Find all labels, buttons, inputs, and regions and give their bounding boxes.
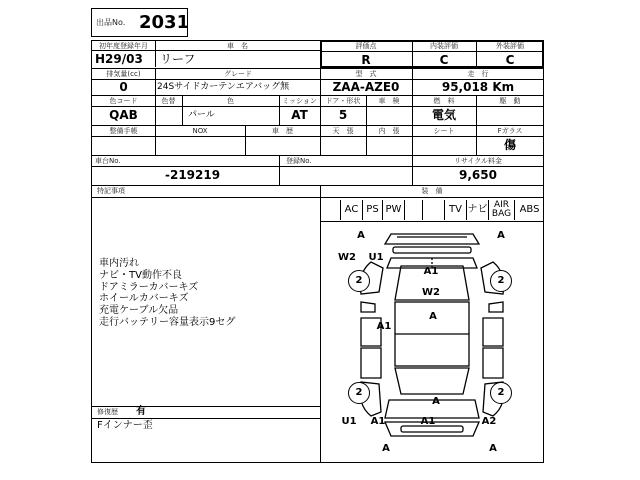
exterior-value: C [505,53,515,67]
recycle-label: リサイクル料金 [453,157,503,165]
equipment-item: TV [444,200,466,220]
fglass-label: Fガラス [497,127,523,135]
doors-value: 5 [338,108,348,122]
equipment-item: AIR BAG [488,200,514,220]
color-code-value: QAB [109,108,138,122]
grade-label: グレード [224,70,252,78]
lot-number: 2031 [139,12,190,33]
equipment-item: ABS [514,200,544,220]
damage-mark: A2 [481,416,497,427]
displacement-label: 排気量(cc) [106,70,141,78]
year-label: 初年度登録年月 [99,42,148,50]
tire-mark: 2 [490,382,512,404]
equipment-item [422,200,444,220]
fuel-label: 燃 料 [433,97,455,105]
score-label: 評価点 [355,42,377,50]
chassis-label: 車台No. [95,157,121,165]
mileage-label: 走 行 [467,70,489,78]
color-label: 色 [227,97,234,105]
damage-mark: A [429,311,437,322]
model-label: 車 名 [227,42,248,50]
fglass-value: 傷 [503,138,516,152]
damage-mark: W2 [422,287,440,298]
damage-mark: A [497,230,505,241]
registration-label: 登録No. [286,157,312,165]
tire-mark: 2 [348,382,370,404]
maintenance-label: 整備手帳 [109,127,138,135]
notes-line: 車内汚れ [99,258,139,269]
transmission-label: ミッション [282,97,317,105]
notes-line: ドアミラーカバーキズ [99,281,199,293]
doors-label: ドア・形状 [325,97,361,105]
interior-label: 内装評価 [430,42,458,50]
nox-label: NOX [192,127,208,135]
exterior-label: 外装評価 [496,42,524,50]
notes-line: 充電ケーブル欠品 [99,305,179,317]
damage-mark: A1 [420,416,436,427]
notes-label: 特記事項 [97,187,125,195]
equipment-label: 装 備 [421,187,443,195]
damage-mark: A1 [370,416,386,427]
inspection-label: 車 検 [378,97,400,105]
equipment-item [404,200,422,220]
color-code-label: 色コード [109,97,138,105]
interior-trim-label: 内 張 [378,127,400,135]
drive-label: 駆 動 [499,97,521,105]
mileage-value: 95,018 Km [441,80,515,94]
year-value: H29/03 [95,52,143,66]
tire-mark: 2 [348,270,370,292]
equipment-item: ナビ [466,200,488,220]
repair-value: 有 [136,406,146,417]
damage-mark: A [432,396,440,407]
damage-mark: W2 [338,252,356,263]
damage-mark: A1 [376,321,392,332]
repair-detail: Fインナー歪 [97,420,153,431]
notes-line: ナビ・TV動作不良 [99,269,182,281]
model-value: リーフ [160,52,196,66]
damage-mark: U1 [368,252,384,263]
seat-label: シート [433,127,455,135]
repair-label: 修復歴 [97,408,118,416]
chassis-value: -219219 [165,168,221,182]
equipment-item: AC [340,200,362,220]
damage-mark: A1 [423,266,439,277]
displacement-value: 0 [119,80,128,94]
damage-mark: A [489,443,497,454]
lot-number-label: 出品No. [96,18,126,27]
grade-value: 24Sサイドカーテンエアバッグ無 [157,82,290,92]
notes-line: 走行バッテリー容量表示9セグ [99,317,236,328]
lot-number-box [91,8,188,37]
fuel-value: 電気 [431,108,456,122]
equipment-item: PS [362,200,382,220]
damage-mark: U1 [341,416,357,427]
transmission-value: AT [291,108,308,122]
color-tone-label: 色替 [161,97,176,105]
notes-line: ホイールカバーキズ [99,293,189,305]
roof-label: 天 張 [332,127,354,135]
tire-mark: 2 [490,270,512,292]
equipment-item: PW [382,200,404,220]
damage-mark: A [382,443,390,454]
interior-value: C [439,53,449,67]
color-value: パール [188,110,215,120]
history-label: 車 歴 [272,127,293,135]
damage-mark: A [357,230,365,241]
type-label: 型 式 [355,70,377,78]
recycle-value: 9,650 [459,168,497,182]
score-value: R [361,53,371,67]
type-value: ZAA-AZE0 [332,80,400,94]
